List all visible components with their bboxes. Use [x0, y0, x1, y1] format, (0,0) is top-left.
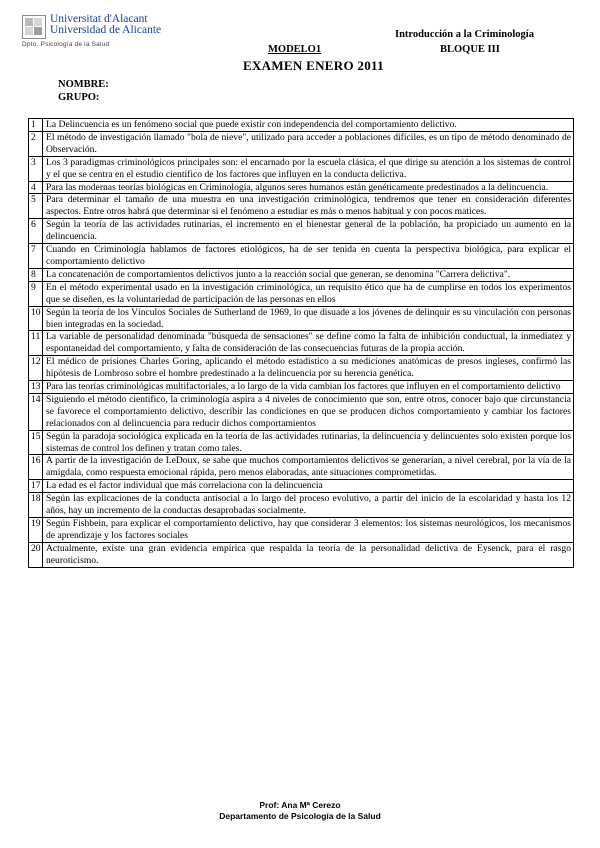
question-number: 13 [29, 381, 43, 394]
question-row [29, 455, 574, 480]
question-text: Para las modernas teorías biológicas en Criminología, algunos seres humanos están genéticamente predestinados a la delincuencia. [43, 181, 574, 194]
name-label: NOMBRE: [58, 79, 109, 90]
question-row [29, 356, 574, 381]
question-number: 9 [29, 281, 43, 306]
question-number: 4 [29, 181, 43, 194]
professor-name: Prof: Ana Mª Cerezo [259, 800, 341, 810]
question-text: En el método experimental usado en la investigación criminológica, un requisito ético que ha de cumplirse en todos los experimentos que se diseñen, es la voluntariedad de participación de las personas en ellos [43, 281, 574, 306]
question-text: Los 3 paradigmas criminológicos principales son: el encarnado por la escuela clásica, el que dirige su atención a los sistemas de control y el que se centra en el estudio científico de los factores que influyen en la conducta delictiva. [43, 156, 574, 181]
question-number: 7 [29, 244, 43, 269]
question-text: La variable de personalidad denominada "búsqueda de sensaciones" se define como la falta de inhibición conductual, la inmediatez y espontaneidad del comportamiento, y falta de consideración de las consecuencias futuras de la propia acción. [43, 331, 574, 356]
question-row [29, 518, 574, 543]
question-row [29, 268, 574, 281]
questions-table [28, 118, 574, 568]
question-row [29, 131, 574, 156]
university-name-spanish: Universidad de Alicante [50, 24, 162, 36]
question-number: 12 [29, 356, 43, 381]
question-text: El médico de prisiones Charles Goring, aplicando el método estadístico a su mediciones anatómicas de presos ingleses, confirmó las hipótesis de Lombroso sobre el hombre predestinado a la delincuencia por su herencia genética. [43, 356, 574, 381]
question-row [29, 542, 574, 567]
question-number: 3 [29, 156, 43, 181]
question-number: 11 [29, 331, 43, 356]
question-number: 16 [29, 455, 43, 480]
question-text: Según las explicaciones de la conducta antisocial a lo largo del proceso evolutivo, a partir del inicio de la escolaridad y hasta los 12 años, hay un incremento de la conductas desaprobadas socialmente. [43, 493, 574, 518]
question-number: 2 [29, 131, 43, 156]
question-row [29, 331, 574, 356]
question-row [29, 493, 574, 518]
question-row [29, 219, 574, 244]
question-number: 1 [29, 119, 43, 132]
question-row [29, 306, 574, 331]
question-row [29, 181, 574, 194]
question-row [29, 393, 574, 430]
question-row [29, 381, 574, 394]
question-text: Siguiendo el método científico, la criminología aspira a 4 niveles de conocimiento que son, entre otros, conocer bajo que circunstancia se favorece el comportamiento delictivo, describir las condiciones en que se producen dichos comportamiento y cambiar los factores relacionados con al delincuencia para reducir dichos comportamientos [43, 393, 574, 430]
question-text: La edad es el factor individual que más correlaciona con la delincuencia [43, 480, 574, 493]
question-number: 17 [29, 480, 43, 493]
question-row [29, 244, 574, 269]
question-number: 18 [29, 493, 43, 518]
question-number: 15 [29, 430, 43, 455]
exam-model: MODELO1 [268, 44, 322, 55]
question-number: 20 [29, 542, 43, 567]
question-number: 8 [29, 268, 43, 281]
question-text: Para las teorías criminológicas multifactoriales, a lo largo de la vida cambian los factores que influyen en el comportamiento delictivo [43, 381, 574, 394]
question-text: Según la teoría de las actividades rutinarias, el incremento en el bienestar general de la población, ha propiciado un aumento en la delincuencia. [43, 219, 574, 244]
exam-title: EXAMEN ENERO 2011 [243, 58, 384, 73]
question-text: Según Fishbein, para explicar el comportamiento delictivo, hay que considerar 3 elementos: los sistemas neurológicos, los mecanismos de aprendizaje y los factores sociales [43, 518, 574, 543]
question-row [29, 119, 574, 132]
question-row [29, 480, 574, 493]
question-row [29, 430, 574, 455]
question-text: El método de investigación llamado "bola de nieve", utilizado para acceder a poblaciones difíciles, es un tipo de método denominado de Observación. [43, 131, 574, 156]
question-row [29, 281, 574, 306]
question-text: Según la paradoja sociológica explicada en la teoría de las actividades rutinarias, la delincuencia y delincuentes solo existen porque los sistemas de control los definen y tratan como tales. [43, 430, 574, 455]
question-number: 6 [29, 219, 43, 244]
university-name-valencian: Universitat d'Alacant [50, 13, 148, 25]
question-text: Actualmente, existe una gran evidencia empírica que respalda la teoría de la personalidad delictiva de Eysenck, para el rasgo neuroticismo. [43, 542, 574, 567]
question-text: La concatenación de comportamientos delictivos junto a la reacción social que generan, se denomina "Carrera delictiva". [43, 268, 574, 281]
question-number: 14 [29, 393, 43, 430]
question-number: 5 [29, 194, 43, 219]
course-title: Introducción a la Criminología [395, 29, 534, 40]
question-text: Cuando en Criminología hablamos de factores etiológicos, ha de ser tenida en cuenta la perspectiva biológica, para explicar el comportamiento delictivo [43, 244, 574, 269]
group-label: GRUPO: [58, 92, 100, 103]
question-text: La Delincuencia es un fenómeno social que puede existir con independencia del comportamiento delictivo. [43, 119, 574, 132]
question-number: 19 [29, 518, 43, 543]
university-emblem-icon [22, 15, 46, 39]
logo-department-caption: Dpto. Psicología de la Salud [22, 41, 110, 48]
question-number: 10 [29, 306, 43, 331]
question-text: Para determinar el tamaño de una muestra en una investigación criminológica, tendremos que tener en consideración diferentes aspectos. Entre otros habrá que determinar si el fenómeno a estudiar es más o menos habitual y con pocos matices. [43, 194, 574, 219]
question-text: A partir de la investigación de LeDoux, se sabe que muchos comportamientos delictivos se generarían, a nivel cerebral, por la vía de la amígdala, como respuesta emocional rápida, pero menos elaboradas, ante situaciones comprometidas. [43, 455, 574, 480]
question-row [29, 156, 574, 181]
questions-table-body [29, 119, 574, 568]
university-logo [22, 14, 212, 50]
department-name: Departamento de Psicología de la Salud [219, 811, 381, 821]
question-text: Según la teoría de los Vínculos Sociales de Sutherland de 1969, lo que disuade a los jóvenes de delinquir es su vinculación con personas bien integradas en la sociedad. [43, 306, 574, 331]
exam-block: BLOQUE III [440, 44, 500, 55]
question-row [29, 194, 574, 219]
